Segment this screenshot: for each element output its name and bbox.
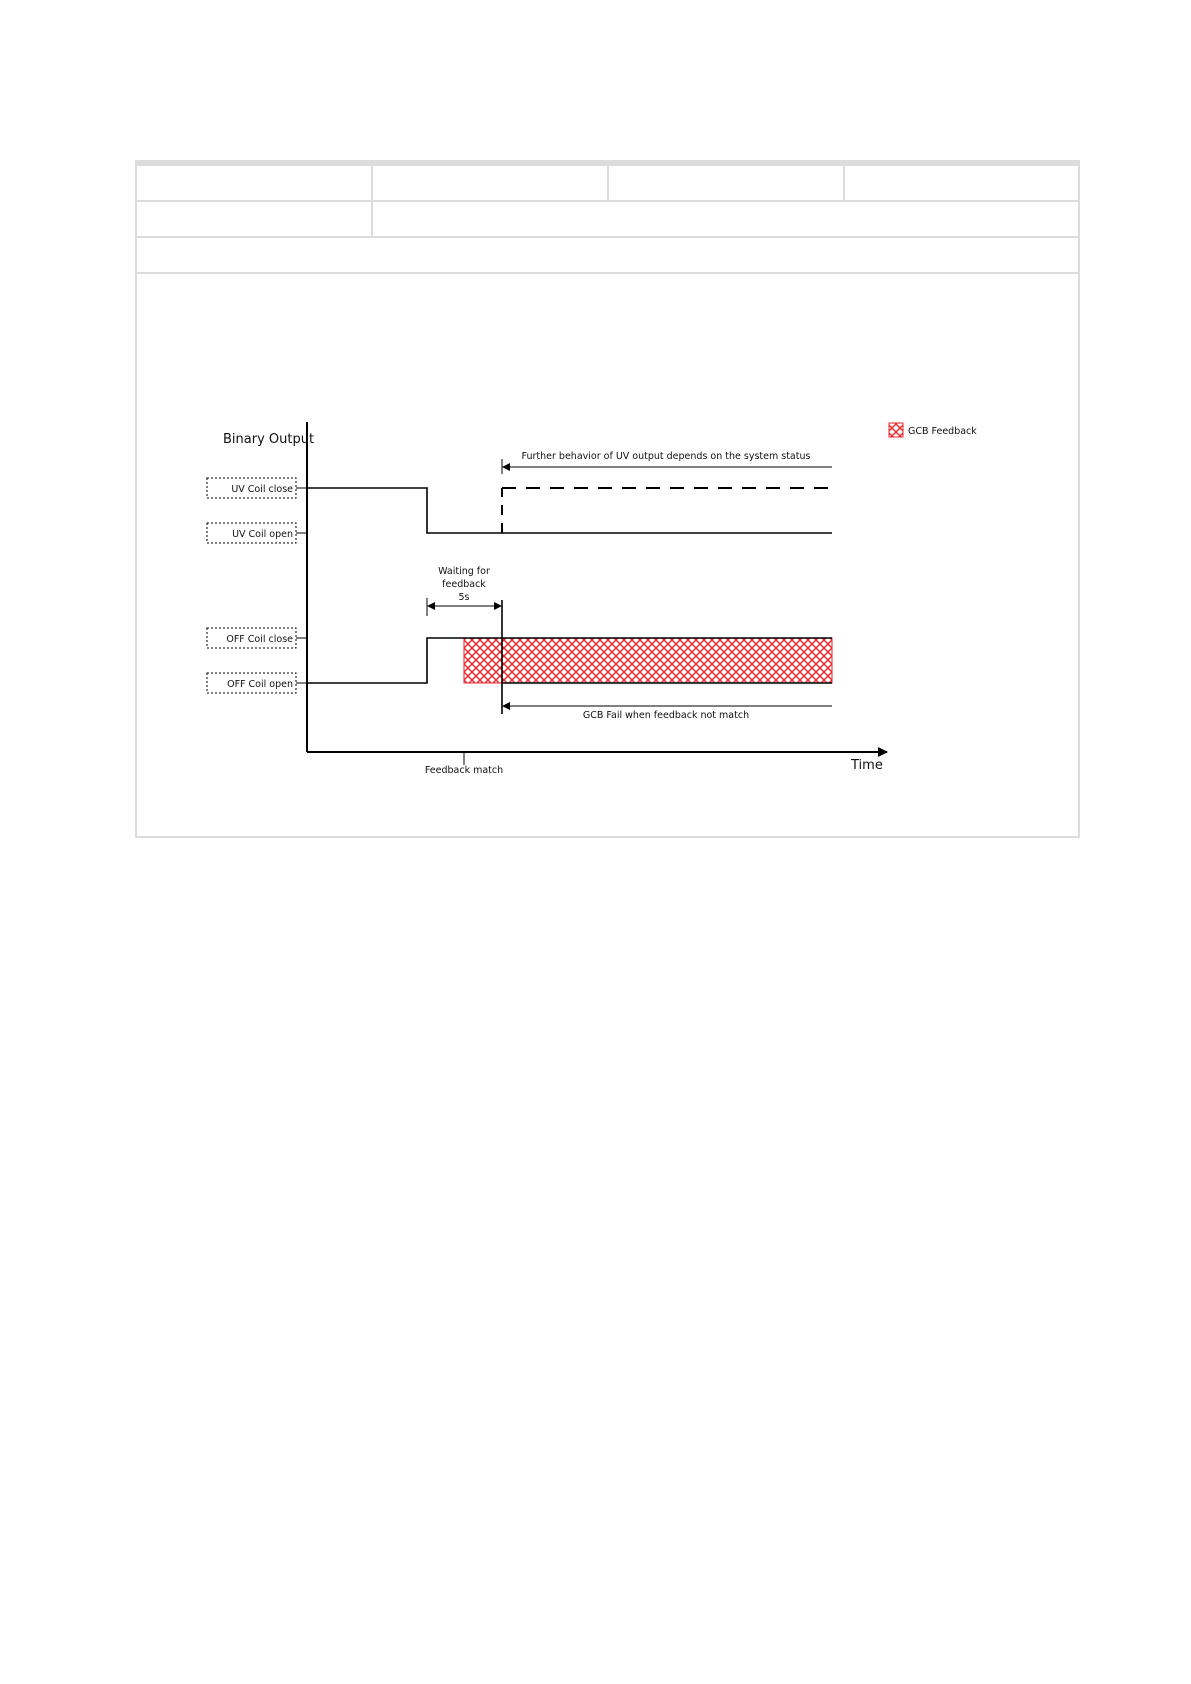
svg-text:OFF Coil open: OFF Coil open	[227, 679, 293, 690]
waiting-label-line3: 5s	[458, 592, 470, 603]
legend	[889, 423, 977, 437]
uv-coil-waveform	[307, 488, 832, 533]
feedback-match-label: Feedback match	[424, 765, 504, 776]
legend-swatch	[889, 423, 903, 437]
svg-text:UV Coil close: UV Coil close	[231, 484, 293, 495]
waiting-label-line2: feedback	[442, 579, 486, 590]
signal-label-off-open	[207, 673, 307, 693]
further-behavior-label: Further behavior of UV output depends on the system status	[521, 451, 811, 462]
svg-text:OFF Coil close: OFF Coil close	[226, 634, 293, 645]
signal-label-uv-close	[207, 478, 307, 498]
legend-label: GCB Feedback	[908, 426, 977, 437]
gcb-fail-label: GCB Fail when feedback not match	[582, 710, 750, 721]
gcb-feedback-region	[464, 638, 832, 683]
y-axis-label: Binary Output	[223, 432, 315, 447]
signal-label-uv-open	[207, 523, 307, 543]
waiting-label-line1: Waiting for	[438, 566, 490, 577]
svg-text:UV Coil open: UV Coil open	[232, 529, 293, 540]
signal-label-off-close	[207, 628, 307, 648]
x-axis-label: Time	[851, 758, 883, 773]
